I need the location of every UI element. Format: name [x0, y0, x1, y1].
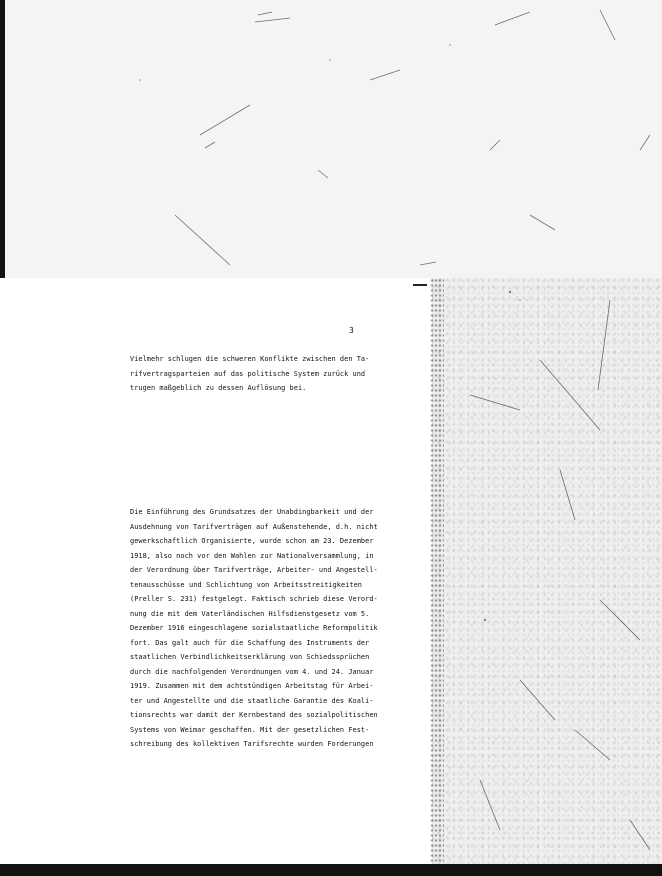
text-line: tionsrechts war damit der Kernbestand des sozialpolitischen — [130, 711, 378, 719]
text-line: tenausschüsse und Schlichtung von Arbeitsstreitigkeiten — [130, 580, 362, 589]
text-line: (Preller S. 231) festgelegt. Faktisch schrieb diese Verord- — [130, 595, 378, 603]
text-line: Systems von Weimar geschaffen. Mit der gesetzlichen Fest- — [130, 725, 370, 734]
text-line: gewerkschaftlich Organisierte, wurde schon am 23. Dezember — [130, 537, 374, 545]
text-line: 1919. Zusammen mit dem achtstündigen Arbeitstag für Arbei- — [130, 682, 374, 690]
paragraph-1 — [130, 352, 370, 396]
scan-noise-right — [432, 278, 662, 864]
text-line: ter und Angestellte und die staatliche Garantie des Koali- — [130, 696, 374, 705]
text-line: Die Einführung des Grundsatzes der Unabdingbarkeit und der — [130, 508, 374, 516]
text-line: 1918, also noch vor den Wahlen zur Nationalversammlung, in — [130, 551, 374, 560]
text-line: der Verordnung über Tarifverträge, Arbeiter- und Angestell- — [130, 566, 378, 574]
scan-mark — [413, 284, 427, 286]
text-line: rifvertragsparteien auf das politische System zurück und — [130, 369, 366, 378]
text-line: staatlichen Verbindlichkeitserklärung von Schiedssprüchen — [130, 653, 370, 661]
text-line: schreibung des kollektiven Tarifsrechte wurden Forderungen — [130, 740, 374, 748]
text-line: Dezember 1916 eingeschlagene sozialstaatliche Reformpolitik — [130, 624, 378, 632]
text-line: durch die nachfolgenden Verordnungen vom 4. und 24. Januar — [130, 667, 374, 676]
text-line: nung die mit dem Vaterländischen Hilfsdienstgesetz vom 5. — [130, 609, 370, 618]
text-line: Ausdehnung von Tarifverträgen auf Außenstehende, d.h. nicht — [130, 522, 378, 531]
scan-left-border — [0, 0, 5, 278]
scan-noise-edge — [430, 278, 444, 864]
scan-background-top — [0, 0, 662, 284]
text-line: trugen maßgeblich zu dessen Auflösung bei. — [130, 384, 307, 392]
text-line: Vielmehr schlugen die schweren Konflikte zwischen den Ta- — [130, 355, 370, 363]
paragraph-2 — [130, 505, 378, 752]
text-line: fort. Das galt auch für die Schaffung des Instruments der — [130, 638, 370, 647]
page-number: 3 — [349, 326, 354, 335]
scan-bottom-border — [0, 864, 662, 876]
